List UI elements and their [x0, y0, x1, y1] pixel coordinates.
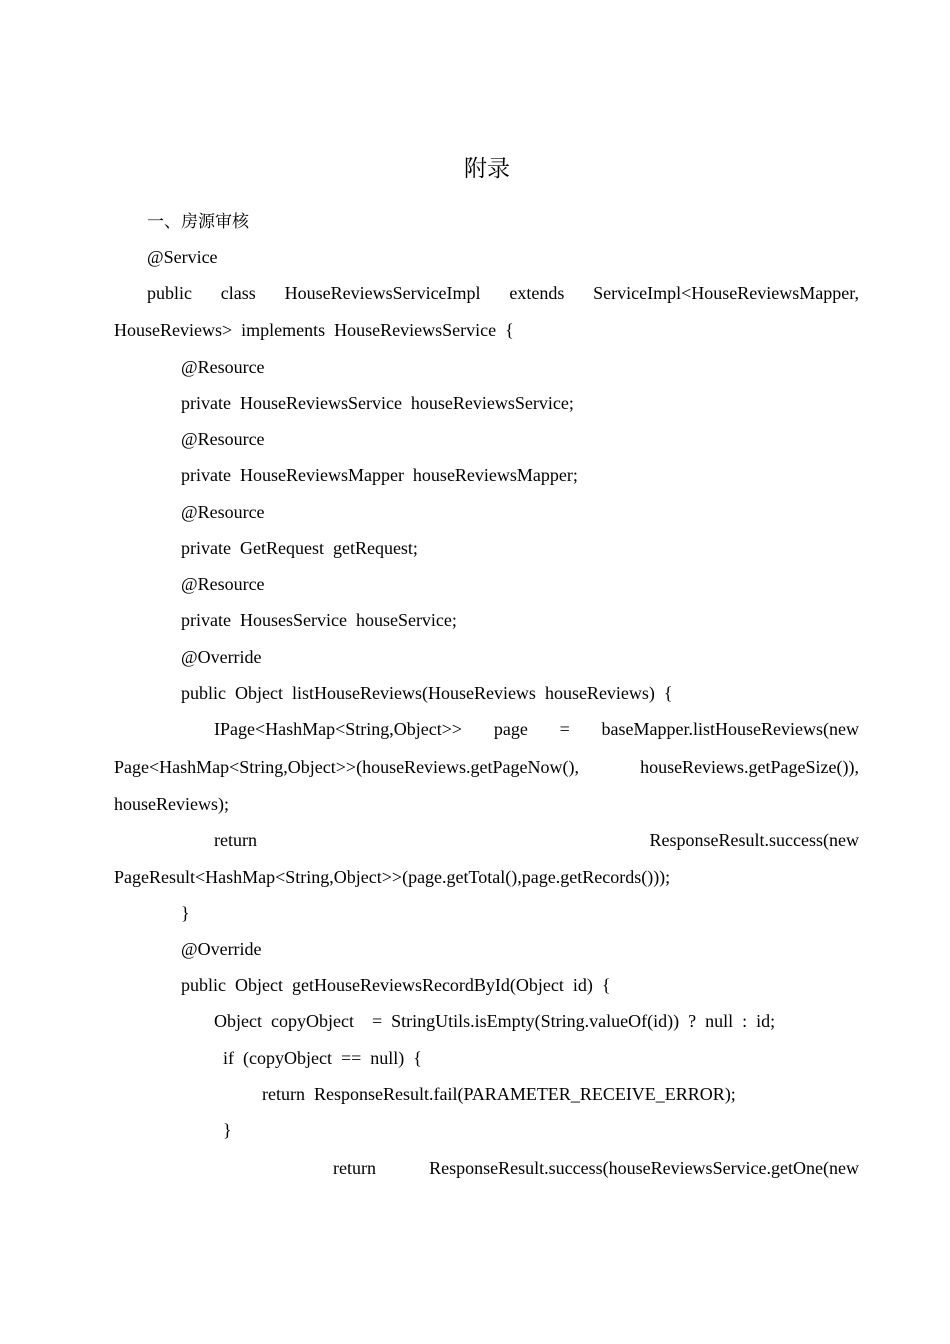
code-line: }: [181, 903, 190, 923]
code-token: ServiceImpl<HouseReviewsMapper,: [593, 283, 859, 303]
code-token: Page<HashMap<String,Object>>(houseReviews.getPageNow(),: [114, 757, 580, 777]
code-token: public: [147, 283, 192, 303]
code-token: extends: [509, 283, 565, 303]
code-line: public Object getHouseReviewsRecordById(Object id) {: [181, 975, 611, 995]
code-token: IPage<HashMap<String,Object>>: [214, 719, 463, 739]
code-line: @Resource: [181, 502, 265, 522]
code-line: [214, 829, 859, 851]
code-line: public Object listHouseReviews(HouseReviews houseReviews) {: [181, 683, 673, 703]
code-line: houseReviews);: [114, 794, 229, 814]
page-title: 附录: [464, 156, 510, 182]
code-line: Object copyObject = StringUtils.isEmpty(String.valueOf(id)) ? null : id;: [214, 1011, 776, 1031]
code-line: private HouseReviewsService houseReviewsService;: [181, 393, 574, 413]
code-token: =: [559, 719, 570, 739]
code-line: if (copyObject == null) {: [223, 1048, 422, 1068]
code-token: return: [333, 1158, 376, 1178]
code-line: [114, 756, 859, 778]
code-line: private HousesService houseService;: [181, 610, 457, 630]
code-line: }: [223, 1120, 232, 1140]
code-token: ResponseResult.success(houseReviewsService.getOne(new: [429, 1158, 859, 1178]
code-line: @Service: [147, 247, 218, 267]
code-line: @Resource: [181, 574, 265, 594]
code-line: [333, 1157, 859, 1179]
code-line: @Override: [181, 647, 262, 667]
section-heading: 一、房源审核: [147, 212, 249, 232]
code-line: @Resource: [181, 357, 265, 377]
code-token: ResponseResult.success(new: [649, 830, 859, 850]
code-token: class: [220, 283, 256, 303]
code-line: private HouseReviewsMapper houseReviewsMapper;: [181, 465, 578, 485]
code-line: HouseReviews> implements HouseReviewsService {: [114, 320, 514, 340]
code-line: @Resource: [181, 429, 265, 449]
code-line: return ResponseResult.fail(PARAMETER_RECEIVE_ERROR);: [262, 1084, 736, 1104]
code-line: [147, 282, 859, 304]
code-token: page: [493, 719, 528, 739]
code-token: houseReviews.getPageSize()),: [640, 757, 859, 777]
code-token: return: [214, 830, 257, 850]
code-token: HouseReviewsServiceImpl: [284, 283, 481, 303]
code-line: PageResult<HashMap<String,Object>>(page.getTotal(),page.getRecords()));: [114, 867, 671, 887]
code-line: @Override: [181, 939, 262, 959]
code-line: private GetRequest getRequest;: [181, 538, 418, 558]
code-line: [214, 718, 859, 740]
code-token: baseMapper.listHouseReviews(new: [601, 719, 859, 739]
